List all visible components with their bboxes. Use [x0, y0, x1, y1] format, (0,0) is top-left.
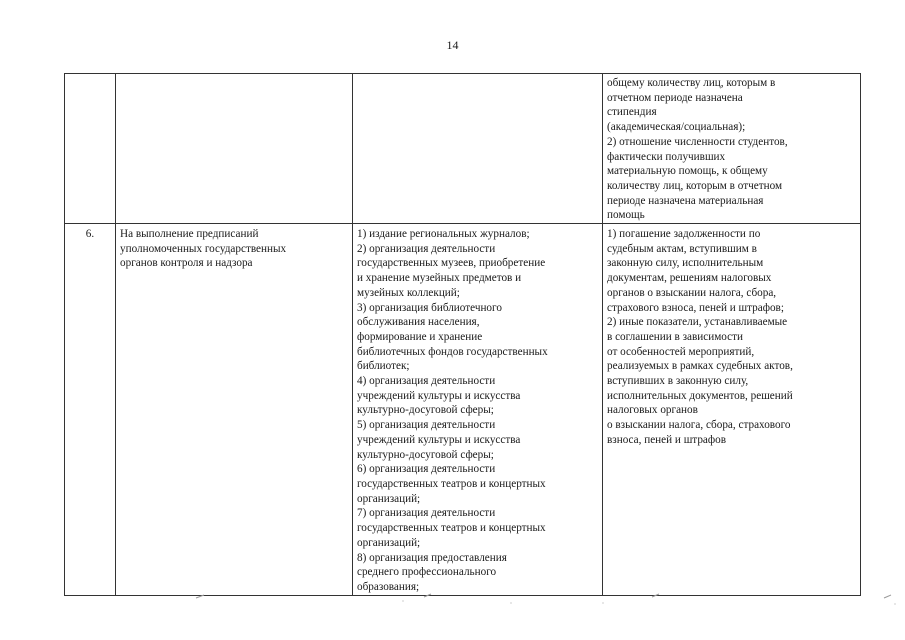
text-line: вступивших в законную силу,	[607, 375, 749, 388]
text-line: периоде назначена материальная	[607, 194, 764, 207]
text-line: страхового взноса, пеней и штрафов;	[607, 301, 784, 314]
text-line: учреждений культуры и искусства	[357, 433, 521, 446]
text-line: стипендия	[607, 106, 657, 119]
text-line: в соглашении в зависимости	[607, 330, 744, 343]
table-row	[65, 74, 861, 224]
text-line: 2) иные показатели, устанавливаемые	[607, 316, 788, 329]
title-cell	[116, 74, 353, 224]
text-line: библиотечных фондов государственных	[357, 345, 548, 358]
text-line: помощь	[607, 209, 645, 222]
text-line: государственных театров и концертных	[357, 522, 546, 535]
text-line: 5) организация деятельности	[357, 419, 496, 432]
text-line: музейных коллекций;	[357, 286, 460, 299]
text-line: культурно-досуговой сферы;	[357, 448, 494, 461]
text-line: налоговых органов	[607, 404, 698, 417]
text-line: обслуживания населения,	[357, 316, 480, 329]
text-line: количеству лиц, которым в отчетном	[607, 179, 783, 192]
text-line: исполнительных документов, решений	[607, 389, 793, 402]
text-line: 8) организация предоставления	[357, 551, 507, 564]
text-line: среднего профессионального	[357, 566, 497, 579]
text-line: уполномоченных государственных	[120, 242, 287, 255]
text-line: организаций;	[357, 492, 421, 505]
activities-cell	[353, 224, 603, 596]
text-line: материальную помощь, к общему	[607, 165, 768, 178]
text-line: образования;	[357, 580, 420, 593]
text-line: органов о взыскании налога, сбора,	[607, 286, 777, 299]
text-line: органов контроля и надзора	[120, 257, 253, 270]
text-line: формирование и хранение	[357, 330, 483, 343]
text-line: учреждений культуры и искусства	[357, 389, 521, 402]
text-line: общему количеству лиц, которым в	[607, 77, 776, 89]
page-number: 14	[446, 38, 459, 52]
indicators-cell	[603, 224, 861, 596]
text-line: организаций;	[357, 536, 421, 549]
text-line: судебным актам, вступившим в	[607, 242, 757, 255]
table-row	[65, 224, 861, 596]
activities-cell	[353, 74, 603, 224]
row-number-cell	[65, 74, 116, 224]
text-line: от особенностей мероприятий,	[607, 345, 755, 358]
text-line: 7) организация деятельности	[357, 507, 496, 520]
text-line: отчетном периоде назначена	[607, 91, 743, 104]
text-line: 3) организация библиотечного	[357, 301, 502, 314]
text-line: (академическая/социальная);	[607, 121, 746, 134]
text-line: взноса, пеней и штрафов	[607, 433, 727, 446]
document-table	[64, 73, 861, 596]
text-line: 6) организация деятельности	[357, 463, 496, 476]
title-cell	[116, 224, 353, 596]
text-line: 2) отношение численности студентов,	[607, 135, 788, 148]
text-line: реализуемых в рамках судебных актов,	[607, 360, 793, 373]
row-number-cell: 6.	[65, 224, 116, 596]
text-line: 1) издание региональных журналов;	[357, 228, 530, 241]
text-line: культурно-досуговой сферы;	[357, 404, 494, 417]
text-line: документам, решениям налоговых	[607, 272, 772, 285]
text-line: 4) организация деятельности	[357, 375, 496, 388]
text-line: о взыскании налога, сбора, страхового	[607, 419, 791, 432]
text-line: и хранение музейных предметов и	[357, 272, 522, 285]
text-line: фактически получивших	[607, 150, 726, 163]
text-line: государственных музеев, приобретение	[357, 257, 546, 270]
text-line: На выполнение предписаний	[120, 228, 259, 241]
text-line: законную силу, исполнительным	[607, 257, 764, 270]
text-line: 2) организация деятельности	[357, 242, 496, 255]
text-line: библиотек;	[357, 360, 410, 373]
text-line: государственных театров и концертных	[357, 477, 546, 490]
indicators-cell	[603, 74, 861, 224]
text-line: 1) погашение задолженности по	[607, 228, 761, 241]
